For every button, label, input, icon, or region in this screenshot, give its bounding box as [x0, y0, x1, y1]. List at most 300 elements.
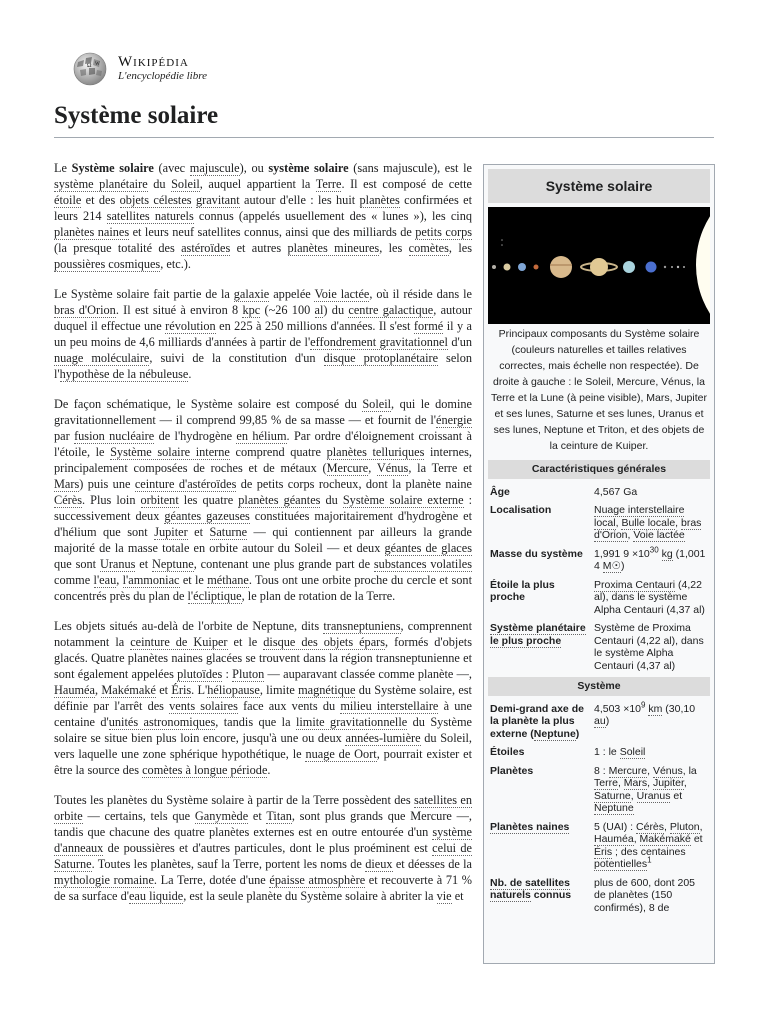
text-run: et le	[227, 635, 264, 649]
inline-link[interactable]: Pluton	[232, 667, 265, 681]
article-paragraph	[54, 792, 472, 904]
inline-link[interactable]: Mercure	[326, 461, 369, 475]
inline-link[interactable]: Nb. de satellites naturels	[490, 876, 570, 901]
svg-text:W: W	[95, 62, 100, 67]
inline-link[interactable]: Saturne	[594, 789, 631, 802]
inline-link[interactable]: années-lumière	[345, 731, 421, 745]
text-run: .	[645, 440, 649, 452]
text-run: internes, principalement composées de roches et de métaux (	[54, 445, 472, 475]
text-run: ,	[617, 777, 624, 789]
infobox	[483, 164, 715, 964]
inline-link[interactable]: bras d'Orion	[594, 516, 702, 541]
inline-link[interactable]: Mars	[623, 777, 648, 789]
text-run: , limite	[259, 683, 299, 697]
inline-link[interactable]: vie	[436, 889, 452, 903]
text-run: et	[135, 557, 153, 571]
text-run: , la Terre et	[408, 461, 472, 475]
text-run: ,	[647, 777, 653, 789]
inline-link[interactable]: al	[314, 303, 324, 317]
inline-link[interactable]: transneptuniens	[323, 619, 401, 633]
inline-link[interactable]: effondrement gravitationnel	[310, 335, 448, 349]
inline-link[interactable]: Cérès	[636, 820, 665, 833]
text-run: ,	[630, 789, 637, 802]
text-run: Les objets situés au-delà de l'orbite de Neptune, dits	[54, 619, 324, 633]
text-run: de l'hydrogène	[154, 429, 237, 443]
inline-link[interactable]: astéroïdes	[181, 241, 231, 255]
inline-link[interactable]: Mercure	[608, 764, 648, 777]
brand-name: Wikipédia	[118, 54, 189, 70]
inline-link[interactable]: kpc	[242, 303, 261, 317]
text-run: 1 : le	[594, 746, 620, 758]
inline-link[interactable]: majuscule	[189, 161, 240, 175]
brand[interactable]	[118, 54, 207, 82]
inline-link[interactable]: héliopause	[207, 683, 260, 697]
inline-link[interactable]: petits corps	[415, 225, 472, 239]
text-run: ,	[683, 777, 687, 789]
infobox-label	[490, 579, 594, 617]
text-run: du Soleil, vers laquelle une zone sphérique hypothétique, le	[54, 731, 472, 761]
inline-link[interactable]: substances volatiles	[373, 557, 472, 571]
inline-link[interactable]: géantes de glaces	[384, 541, 472, 555]
text-run: )	[575, 727, 580, 740]
text-run: (1,001 4	[594, 547, 706, 572]
inline-link[interactable]: disque protoplanétaire	[323, 351, 439, 365]
text-run: ,	[610, 376, 617, 388]
text-run: ; des centaines	[612, 845, 686, 858]
text-run: et	[155, 683, 172, 697]
text-run: . Par ordre d'éloignement croissant à l'étoile, le	[54, 429, 472, 459]
inline-link[interactable]: km	[648, 702, 663, 715]
text-run: (~26 100	[260, 303, 315, 317]
text-run: , pourrait exister et être la source des	[54, 747, 472, 777]
inline-link[interactable]: étoile	[54, 193, 82, 207]
inline-link[interactable]: épaisse atmosphère	[269, 873, 366, 887]
inline-link[interactable]: Ganymède	[194, 809, 249, 823]
inline-link[interactable]: limite gravitationnelle	[295, 715, 408, 729]
infobox-value	[594, 504, 708, 542]
inline-link[interactable]: M☉	[602, 560, 621, 572]
inline-link[interactable]: l'ammoniac	[122, 573, 180, 587]
text-run: , qui le domine gravitationnellement — il comprend 99,85 % de sa masse — et fournit de l'	[54, 397, 472, 427]
text-run: , les	[379, 241, 409, 255]
inline-link[interactable]: Système solaire interne	[110, 445, 230, 459]
inline-link[interactable]: orbitent	[140, 493, 179, 507]
svg-text:Ω: Ω	[87, 63, 92, 69]
inline-link[interactable]: ceinture de Kuiper	[560, 440, 646, 452]
inline-link[interactable]: Makémaké	[639, 833, 691, 845]
inline-link[interactable]: système planétaire	[54, 177, 148, 191]
inline-link[interactable]: plutoïdes	[177, 667, 223, 681]
superscript: 9	[641, 700, 646, 709]
inline-link[interactable]: comètes à longue période	[142, 763, 268, 777]
inline-link[interactable]: méthane	[207, 573, 249, 587]
inline-link[interactable]: ceinture de Kuiper	[130, 635, 228, 649]
inline-link[interactable]: milieu interstellaire	[340, 699, 439, 713]
infobox-row	[488, 818, 710, 874]
inline-link[interactable]: Hauméa	[594, 833, 634, 845]
text-run: et autres	[230, 241, 288, 255]
inline-link[interactable]: planètes mineures	[287, 241, 380, 255]
text-run: il y a un peu moins de 4,6 milliards d'années à partir de l'	[54, 319, 472, 349]
inline-link[interactable]: Vénus	[652, 764, 683, 777]
text-run: , contenant une plus grande part de	[193, 557, 374, 571]
text-run: Âge	[490, 485, 510, 498]
infobox-value	[594, 700, 708, 741]
inline-link[interactable]: hypothèse de la nébuleuse	[59, 367, 189, 381]
inline-link[interactable]: Vénus	[661, 376, 691, 388]
text-run: . Toutes les planètes, sauf la Terre, portent les noms de	[91, 857, 366, 871]
inline-link[interactable]: poussières cosmiques	[54, 257, 161, 271]
inline-link[interactable]: révolution	[165, 319, 216, 333]
text-run: Localisation	[490, 504, 552, 516]
inline-link[interactable]: Lune	[540, 392, 564, 404]
inline-link[interactable]: satellites naturels	[106, 209, 194, 223]
inline-link[interactable]: centre galactique	[348, 303, 434, 317]
text-run: et leurs neuf satellites connus, ainsi que des milliards de	[129, 225, 416, 239]
text-run: d'un	[447, 335, 472, 349]
inline-link[interactable]: géantes gazeuses	[164, 509, 250, 523]
infobox-label	[490, 821, 594, 871]
text-run: . Tous ont une orbite proche du cercle et sont concentrés près du plan de	[54, 573, 472, 603]
text-run: les quatre	[178, 493, 239, 507]
infobox-row	[488, 700, 710, 744]
rows-general	[488, 483, 710, 676]
text-run: selon l'	[54, 351, 472, 381]
text-run: . Il est situé à environ 8	[115, 303, 243, 317]
text-run: Toutes les planètes du Système solaire à partir de la Terre possèdent des	[54, 793, 414, 807]
text-run: ,	[647, 764, 653, 777]
text-run: :	[222, 667, 233, 681]
infobox-row	[488, 762, 710, 818]
text-run: ,	[116, 573, 123, 587]
inline-link[interactable]: Système solaire externe	[342, 493, 464, 507]
text-run: face aux vents du	[237, 699, 341, 713]
text-run: Masse du système	[490, 547, 583, 560]
infobox-row	[488, 576, 710, 620]
text-run: à une centaine d'	[54, 699, 472, 729]
inline-link[interactable]: magnétique	[298, 683, 356, 697]
inline-link[interactable]: satellites en orbite	[54, 793, 472, 823]
inline-link[interactable]: Bulle locale	[621, 516, 676, 529]
text-run: , la	[682, 764, 697, 777]
text-run: de poussières et d'autres particules, dont le plus proéminent est	[103, 841, 433, 855]
infobox-value	[594, 579, 708, 617]
infobox-row	[488, 619, 710, 675]
text-run: et	[690, 833, 703, 845]
text-run: , où il réside dans le	[369, 287, 473, 301]
text-run: ,	[537, 424, 544, 436]
infobox-row	[488, 483, 710, 502]
text-run: ,	[615, 516, 622, 529]
inline-link[interactable]: l'écliptique	[187, 589, 242, 603]
text-run: et déesses de la	[392, 857, 472, 871]
inline-link[interactable]: dieux	[365, 857, 393, 871]
inline-link[interactable]: système d'anneaux	[54, 825, 472, 855]
text-run: De façon schématique, le Système solaire est composé du	[54, 397, 363, 411]
inline-link[interactable]: Jupiter et ses lunes	[494, 392, 707, 420]
infobox-value	[594, 765, 708, 815]
inline-link[interactable]: Éris	[171, 683, 192, 697]
inline-link[interactable]: Uranus et ses lunes	[493, 408, 704, 436]
inline-link[interactable]: planètes telluriques	[326, 445, 425, 459]
text-run: )	[605, 715, 610, 727]
text-run: et	[187, 525, 210, 539]
infobox-label	[490, 746, 594, 759]
text-run: , et des objets de la	[549, 424, 705, 452]
text-run: .	[188, 367, 192, 381]
text-run: et	[451, 889, 464, 903]
inline-link[interactable]: fusion nucléaire	[74, 429, 155, 443]
infobox-row	[488, 743, 710, 762]
inline-link[interactable]: nuage moléculaire	[54, 351, 150, 365]
infobox-caption	[488, 324, 710, 458]
inline-link[interactable]: planètes géantes	[238, 493, 321, 507]
inline-link[interactable]: Soleil	[171, 177, 200, 191]
text-run: connus	[530, 889, 572, 901]
inline-link[interactable]: Vénus	[376, 461, 409, 475]
text-run: connus (appelés usuellement des « lunes »), les cinq	[193, 209, 472, 223]
inline-link[interactable]: l'eau	[93, 573, 117, 587]
text-run: . La Terre, dotée d'une	[153, 873, 270, 887]
text-run: — certains, tels que	[82, 809, 195, 823]
inline-link[interactable]: Voie lactée	[633, 529, 685, 541]
text-run: comme	[54, 573, 94, 587]
inline-link[interactable]: ceinture d'astéroïdes	[134, 477, 237, 491]
infobox-label	[490, 765, 594, 815]
inline-link[interactable]: Planètes naines	[490, 820, 570, 833]
text-run: , etc.).	[160, 257, 191, 271]
inline-link[interactable]: Mars	[646, 392, 670, 404]
solar-system-image[interactable]	[488, 207, 710, 324]
brand-tagline: L'encyclopédie libre	[118, 70, 207, 82]
text-run: ), ou	[239, 161, 269, 175]
inline-link[interactable]: Neptune et Triton	[543, 424, 625, 436]
article-paragraph	[54, 396, 472, 604]
text-run: 4,503 ×10	[594, 702, 642, 715]
text-run: autour d'elle : les huit	[239, 193, 360, 207]
inline-link[interactable]: Jupiter	[652, 777, 684, 789]
infobox-value	[594, 486, 708, 499]
text-run: ,	[94, 683, 102, 697]
inline-link[interactable]: Pluton	[669, 820, 700, 833]
inline-link[interactable]: Terre	[594, 777, 618, 789]
inline-link[interactable]: Saturne et ses lunes	[556, 408, 653, 420]
text-run: du	[147, 177, 172, 191]
text-run: Le Système solaire fait partie de la	[54, 287, 234, 301]
infobox-label	[490, 504, 594, 542]
article-paragraph	[54, 160, 472, 272]
text-run: (30,10	[662, 702, 696, 715]
infobox-row	[488, 501, 710, 545]
text-run: en 225 à 250 millions d'années. Il s'est	[215, 319, 414, 333]
bold-term: système solaire	[268, 161, 349, 175]
text-run: ,	[669, 392, 676, 404]
article-paragraph	[54, 286, 472, 382]
inline-link[interactable]: Terre	[315, 177, 342, 191]
inline-link[interactable]: eau liquide	[128, 889, 184, 903]
inline-link[interactable]: Uranus	[99, 557, 136, 571]
text-run: et	[248, 809, 267, 823]
infobox-row	[488, 874, 710, 918]
text-run: ,	[652, 408, 658, 420]
text-run: du	[320, 493, 343, 507]
section-system: Système	[488, 677, 710, 696]
inline-link[interactable]: planètes	[359, 193, 400, 207]
text-run: ,	[550, 408, 557, 420]
inline-link[interactable]: au	[594, 715, 606, 727]
text-run: 5 (UAI) :	[594, 820, 637, 833]
text-run: ,	[655, 376, 662, 388]
text-run: , suivi de la constitution d'un	[149, 351, 324, 365]
text-run: et	[670, 789, 683, 802]
text-run: confirmées et leurs 214	[54, 193, 473, 223]
text-run: , autour duquel il effectue une	[54, 303, 472, 333]
text-run: et des	[81, 193, 120, 207]
inline-link[interactable]: vents solaires	[169, 699, 238, 713]
inline-link[interactable]: potentielles	[594, 858, 648, 870]
text-run: plus de 600, dont 205 de planètes (150 confirmés), 8 de	[594, 876, 696, 914]
text-run: appelée	[269, 287, 315, 301]
inline-link[interactable]: Cérès	[54, 493, 82, 507]
infobox-row	[488, 545, 710, 576]
text-run: Planètes	[490, 764, 534, 777]
inline-link[interactable]: bras d'Orion	[54, 303, 116, 317]
inline-link[interactable]: Nuage interstellaire local	[594, 504, 685, 529]
inline-link[interactable]: Voie lactée	[314, 287, 370, 301]
text-run: ,	[699, 820, 703, 833]
infobox-label	[490, 486, 594, 499]
infobox-value	[594, 877, 708, 915]
inline-link[interactable]: Soleil	[362, 397, 392, 411]
text-run: et le	[179, 573, 208, 587]
superscript: 1	[647, 855, 652, 865]
inline-link[interactable]: comètes	[408, 241, 449, 255]
text-run: Système de Proxima Centauri (4,22 al), dans le système Alpha Centauri (4,37 al)	[594, 622, 704, 672]
text-run: (avec	[153, 161, 190, 175]
infobox-value	[594, 746, 708, 759]
text-run: . Plus loin	[82, 493, 141, 507]
inline-link[interactable]: Neptune	[594, 802, 634, 814]
text-run: Étoile la plus proche	[490, 578, 555, 603]
text-run: ,	[627, 529, 634, 541]
text-run: du Système solaire, est définie par l'arrêt des	[54, 683, 472, 713]
inline-link[interactable]: Uranus	[636, 789, 671, 802]
superscript: 30	[649, 545, 659, 554]
text-run: Étoiles	[490, 746, 525, 758]
infobox-value	[594, 622, 708, 672]
infobox-label	[490, 548, 594, 573]
text-run: , formés d'objets glacés. Quatre planètes naines glacées se trouvent dans la région transneptunienne et sont également appelées	[54, 635, 472, 681]
text-run: ,	[675, 516, 681, 529]
inline-link[interactable]: Hauméa	[54, 683, 95, 697]
text-run: ,	[368, 461, 377, 475]
infobox-title: Système solaire	[488, 169, 710, 203]
text-run: constituées majoritairement d'hydrogène et d'hélium que sont	[54, 509, 472, 539]
inline-link[interactable]: énergie	[436, 413, 472, 427]
infobox-label	[490, 622, 594, 672]
inline-link[interactable]: Mars	[54, 477, 80, 491]
inline-link[interactable]: Titan	[266, 809, 292, 823]
text-run: , comprennent notamment la	[54, 619, 473, 649]
text-run: )	[620, 560, 625, 572]
inline-link[interactable]: unités astronomiques	[108, 715, 216, 729]
text-run: et recouverte à 71 % de sa surface d'	[54, 873, 472, 903]
text-run: . Il est composé de cette	[341, 177, 473, 191]
inline-link[interactable]: Éris	[594, 845, 613, 858]
inline-link[interactable]: kg	[661, 547, 673, 560]
inline-link[interactable]: Neptune	[533, 727, 576, 740]
inline-link[interactable]: Saturne	[209, 525, 248, 539]
text-run: 8 :	[594, 764, 609, 777]
text-run: par	[54, 429, 75, 443]
article-paragraph	[54, 618, 472, 778]
text-run: , sont plus grands que Mercure —, tandis que chacune des quatre planètes externes est en outre entourée d'un	[54, 809, 472, 839]
inline-link[interactable]: Makémaké	[101, 683, 156, 697]
inline-link[interactable]: objets célestes	[119, 193, 192, 207]
text-run: ,	[633, 833, 640, 845]
text-run: 4,567 Ga	[594, 485, 638, 498]
inline-link[interactable]: Mercure	[616, 376, 656, 388]
text-run: et la	[514, 392, 541, 404]
infobox-value	[594, 545, 708, 573]
text-run: , les	[448, 241, 472, 255]
text-run: . L'	[191, 683, 208, 697]
inline-link[interactable]: celui de Saturne	[54, 841, 473, 871]
bold-term: Système solaire	[71, 161, 154, 175]
text-run: Demi-grand axe de la planète la plus externe (	[490, 702, 584, 740]
section-general: Caractéristiques générales	[488, 460, 710, 479]
text-run: (à peine visible),	[563, 392, 647, 404]
text-run: , est la seule planète du Système solaire à abriter la	[183, 889, 437, 903]
inline-link[interactable]: Système planétaire le plus proche	[490, 622, 586, 647]
text-run: .	[267, 763, 271, 777]
inline-link[interactable]: en hélium	[236, 429, 287, 443]
text-run: Principaux composants du Système solaire (couleurs naturelles et tailles relatives correctes, mais échelle non respectée). De droite à gauche : le	[493, 328, 700, 388]
wikipedia-globe-icon[interactable]	[70, 50, 110, 86]
text-run: que sont	[54, 557, 100, 571]
article-body	[54, 160, 472, 918]
page-title: Système solaire	[54, 102, 219, 129]
inline-link[interactable]: Neptune	[152, 557, 194, 571]
inline-link[interactable]: disque des objets épars	[263, 635, 386, 649]
text-run: du Système solaire se situe bien plus loin encore, jusqu'à une ou deux	[54, 715, 472, 745]
title-divider	[54, 137, 714, 138]
inline-link[interactable]: Soleil	[619, 746, 646, 758]
text-run: , tandis que la	[215, 715, 296, 729]
inline-link[interactable]: Terre	[491, 392, 515, 404]
text-run: : successivement deux	[54, 493, 472, 523]
inline-link[interactable]: gravitant	[195, 193, 240, 207]
text-run: ) du	[323, 303, 349, 317]
text-run: Le	[54, 161, 72, 175]
inline-link[interactable]: Jupiter	[154, 525, 188, 539]
inline-link[interactable]: nuage de Oort	[305, 747, 377, 761]
inline-link[interactable]: Soleil	[585, 376, 611, 388]
text-run: ) puis une	[79, 477, 135, 491]
text-run: 1,991 9 ×10	[594, 547, 650, 560]
inline-link[interactable]: galaxie	[233, 287, 270, 301]
text-run: — auparavant classée comme planète —,	[264, 667, 472, 681]
text-run: , auquel appartient la	[199, 177, 316, 191]
inline-link[interactable]: formé	[413, 319, 444, 333]
inline-link[interactable]: Proxima Centauri	[594, 578, 676, 591]
inline-link[interactable]: planètes naines	[54, 225, 130, 239]
text-run: , la	[690, 376, 705, 388]
text-run: de petits corps rocheux, dont la planète naine	[236, 477, 472, 491]
text-run: ,	[664, 820, 670, 833]
text-run: comprend quatre	[229, 445, 327, 459]
inline-link[interactable]: mythologie romaine	[54, 873, 154, 887]
